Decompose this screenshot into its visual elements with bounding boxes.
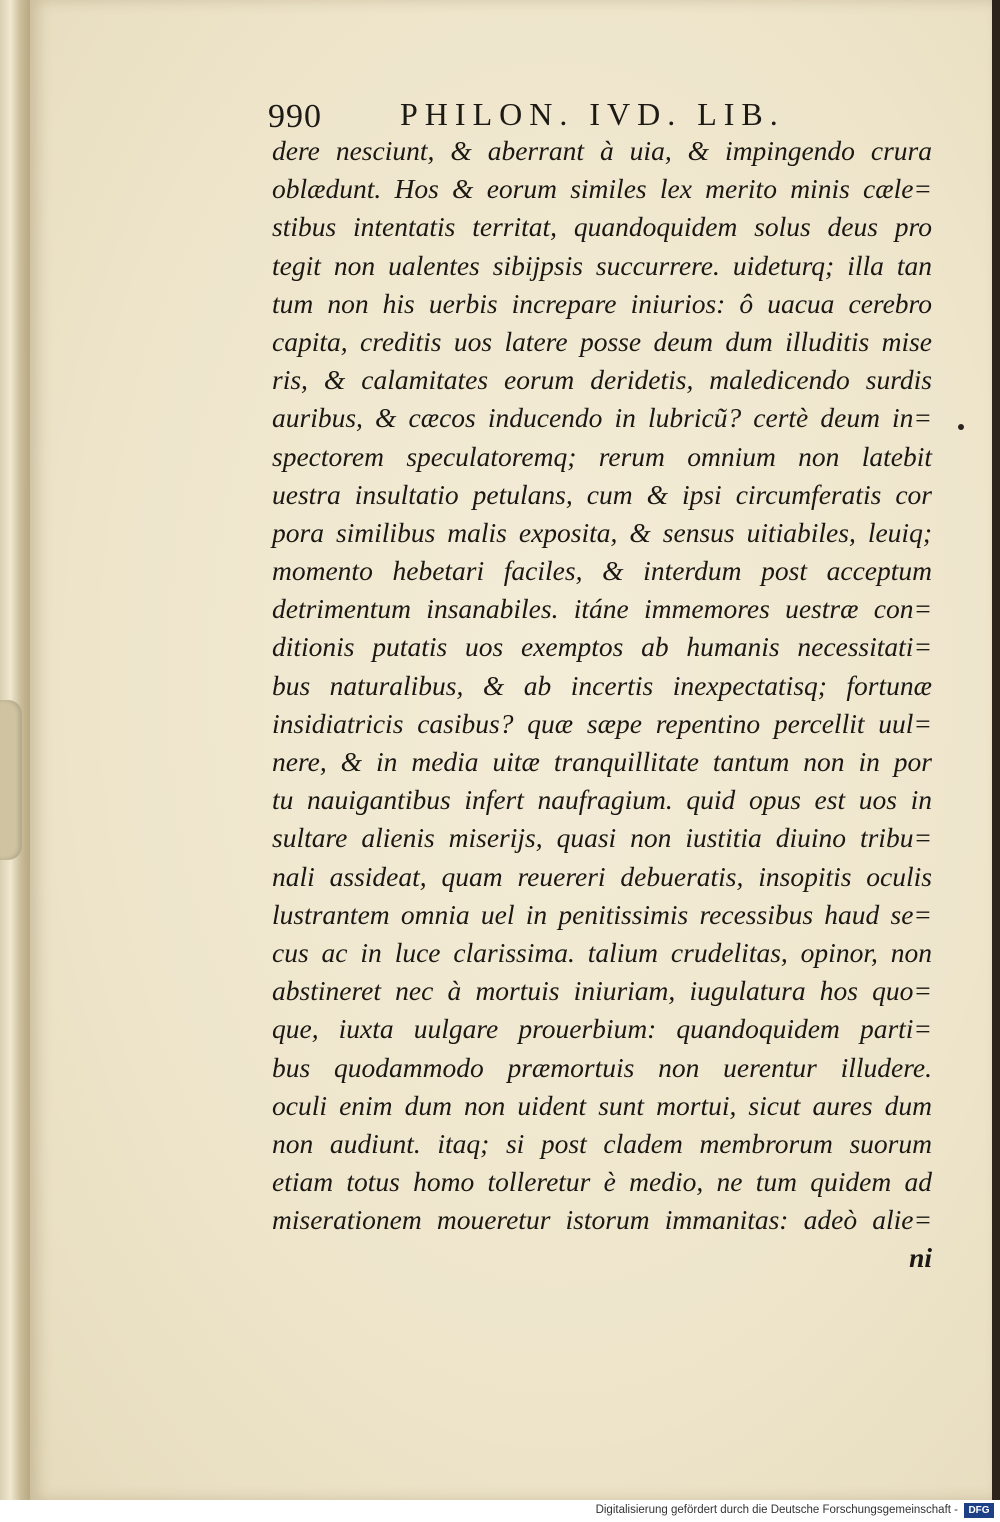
- text-line: sultare alienis miserijs, quasi non iustitia diuino tribu=: [272, 822, 932, 854]
- text-line: momento hebetari faciles, & interdum post acceptum: [272, 555, 932, 587]
- text-line: uestra insultatio petulans, cum & ipsi circumferatis cor: [272, 478, 932, 510]
- ink-spot: [958, 424, 964, 430]
- running-head: PHILON. IVD. LIB.: [400, 96, 785, 132]
- page-edge-shadow: [992, 0, 1000, 1500]
- text-line: spectorem speculatoremq; rerum omnium non latebit: [272, 440, 932, 472]
- text-line: oblædunt. Hos & eorum similes lex merito minis cæle=: [272, 173, 932, 205]
- text-line: auribus, & cæcos inducendo in lubricũ? certè deum in=: [272, 402, 932, 434]
- text-line: bus quodammodo præmortuis non uerentur illudere.: [272, 1051, 932, 1083]
- text-line: ris, & calamitates eorum deridetis, maledicendo surdis: [272, 364, 932, 396]
- page-number: 990: [268, 98, 322, 135]
- text-line: lustrantem omnia uel in penitissimis recessibus haud se=: [272, 898, 932, 930]
- dfg-logo: DFG: [964, 1503, 994, 1518]
- text-line: tum non his uerbis increpare iniurios: ô uacua cerebro: [272, 287, 932, 319]
- text-line: insidiatricis casibus? quæ sæpe repentino percellit uul=: [272, 707, 932, 739]
- text-line: tu nauigantibus infert naufragium. quid opus est uos in: [272, 784, 932, 816]
- text-line: que, iuxta uulgare prouerbium: quandoquidem parti=: [272, 1013, 932, 1045]
- funding-credit: Digitalisierung gefördert durch die Deutsche Forschungsgemeinschaft -: [595, 1504, 958, 1516]
- text-line: miserationem moueretur istorum immanitas: adeò alie=: [272, 1204, 932, 1236]
- text-line: stibus intentatis territat, quandoquidem solus deus pro: [272, 211, 932, 243]
- text-line: nere, & in media uitæ tranquillitate tantum non in por: [272, 746, 932, 777]
- text-line: dere nesciunt, & aberrant à uia, & impingendo crura: [272, 135, 932, 166]
- text-line: tegit non ualentes sibijpsis succurrere. uideturq; illa tan: [272, 249, 932, 281]
- text-line: pora similibus malis exposita, & sensus uitiabiles, leuiq;: [272, 516, 932, 548]
- footer-bar: [0, 1500, 1000, 1522]
- text-line: bus naturalibus, & ab incertis inexpectatisq; fortunæ: [272, 669, 932, 701]
- text-line: abstineret nec à mortuis iniuriam, iugulatura hos quo=: [272, 975, 932, 1007]
- text-line: etiam totus homo tolleretur è medio, ne tum quidem ad: [272, 1166, 932, 1198]
- text-line: capita, creditis uos latere posse deum dum illuditis mise: [272, 325, 932, 357]
- text-line: cus ac in luce clarissima. talium crudelitas, opinor, non: [272, 936, 932, 968]
- text-line: non audiunt. itaq; si post cladem membrorum suorum: [272, 1127, 932, 1159]
- catchword: ni: [909, 1242, 932, 1274]
- body-text: [272, 132, 932, 1278]
- text-line: nali assideat, quam reuereri debueratis, insopitis oculis: [272, 860, 932, 892]
- binding-fold: [0, 700, 22, 860]
- text-line: detrimentum insanabiles. itáne immemores uestræ con=: [272, 593, 932, 625]
- text-line: ditionis putatis uos exemptos ab humanis necessitati=: [272, 631, 932, 663]
- text-line: oculi enim dum non uident sunt mortui, sicut aures dum: [272, 1089, 932, 1121]
